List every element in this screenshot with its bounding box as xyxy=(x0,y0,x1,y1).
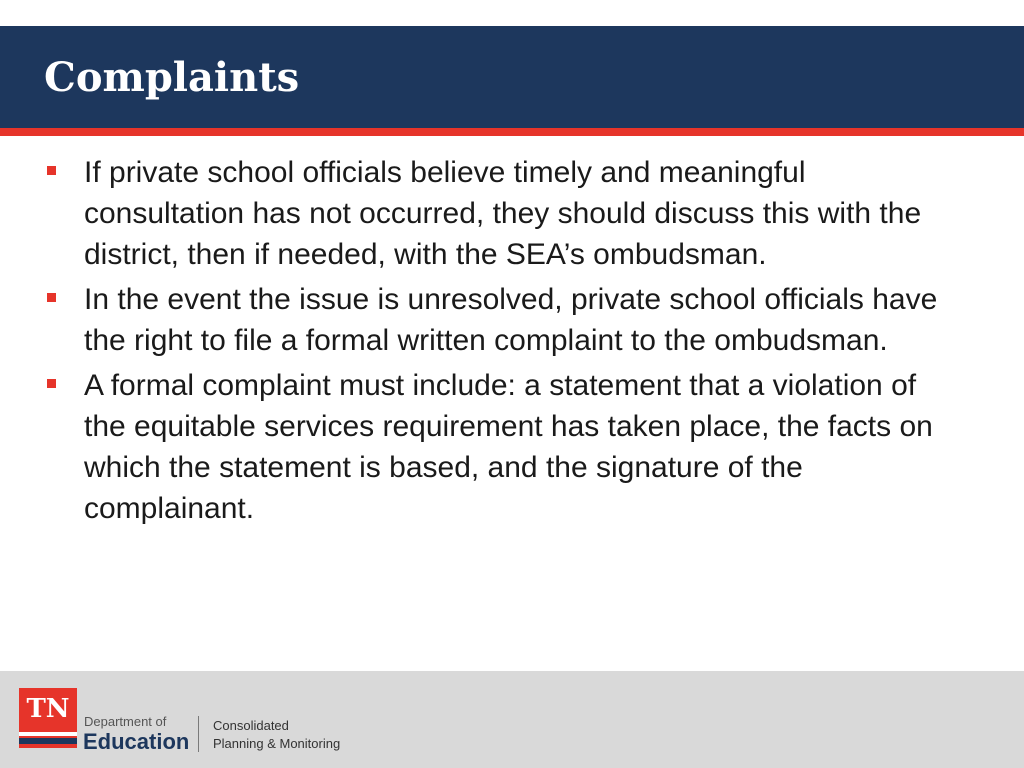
office-name-line2: Planning & Monitoring xyxy=(213,736,341,751)
bullet-text: A formal complaint must include: a statement that a violation of the equitable services requirement has taken place, the facts on which the statement is based, and the signature of the complainant. xyxy=(84,369,933,525)
department-label: Department of xyxy=(84,714,167,729)
square-bullet-icon xyxy=(47,293,56,302)
tn-logo-stripe xyxy=(19,732,77,736)
square-bullet-icon xyxy=(47,166,56,175)
bullet-text: In the event the issue is unresolved, private school officials have the right to file a formal written complaint to the ombudsman. xyxy=(84,283,938,357)
footer-divider xyxy=(198,716,199,752)
title-accent-line xyxy=(0,128,1024,136)
bullet-text: If private school officials believe timely and meaningful consultation has not occurred, they should discuss this with the district, then if needed, with the SEA’s ombudsman. xyxy=(84,156,922,271)
bullet-item xyxy=(44,365,964,529)
bullet-item xyxy=(44,152,964,275)
square-bullet-icon xyxy=(47,379,56,388)
top-margin xyxy=(0,0,1024,26)
slide-title: Complaints xyxy=(44,54,300,101)
office-name-line1: Consolidated xyxy=(213,718,289,733)
tn-logo-stripe xyxy=(19,738,77,744)
tn-logo xyxy=(19,688,77,748)
tn-logo-text: TN xyxy=(26,694,70,724)
department-name: Education xyxy=(83,729,190,754)
bullet-list xyxy=(44,152,964,533)
bullet-item xyxy=(44,279,964,361)
